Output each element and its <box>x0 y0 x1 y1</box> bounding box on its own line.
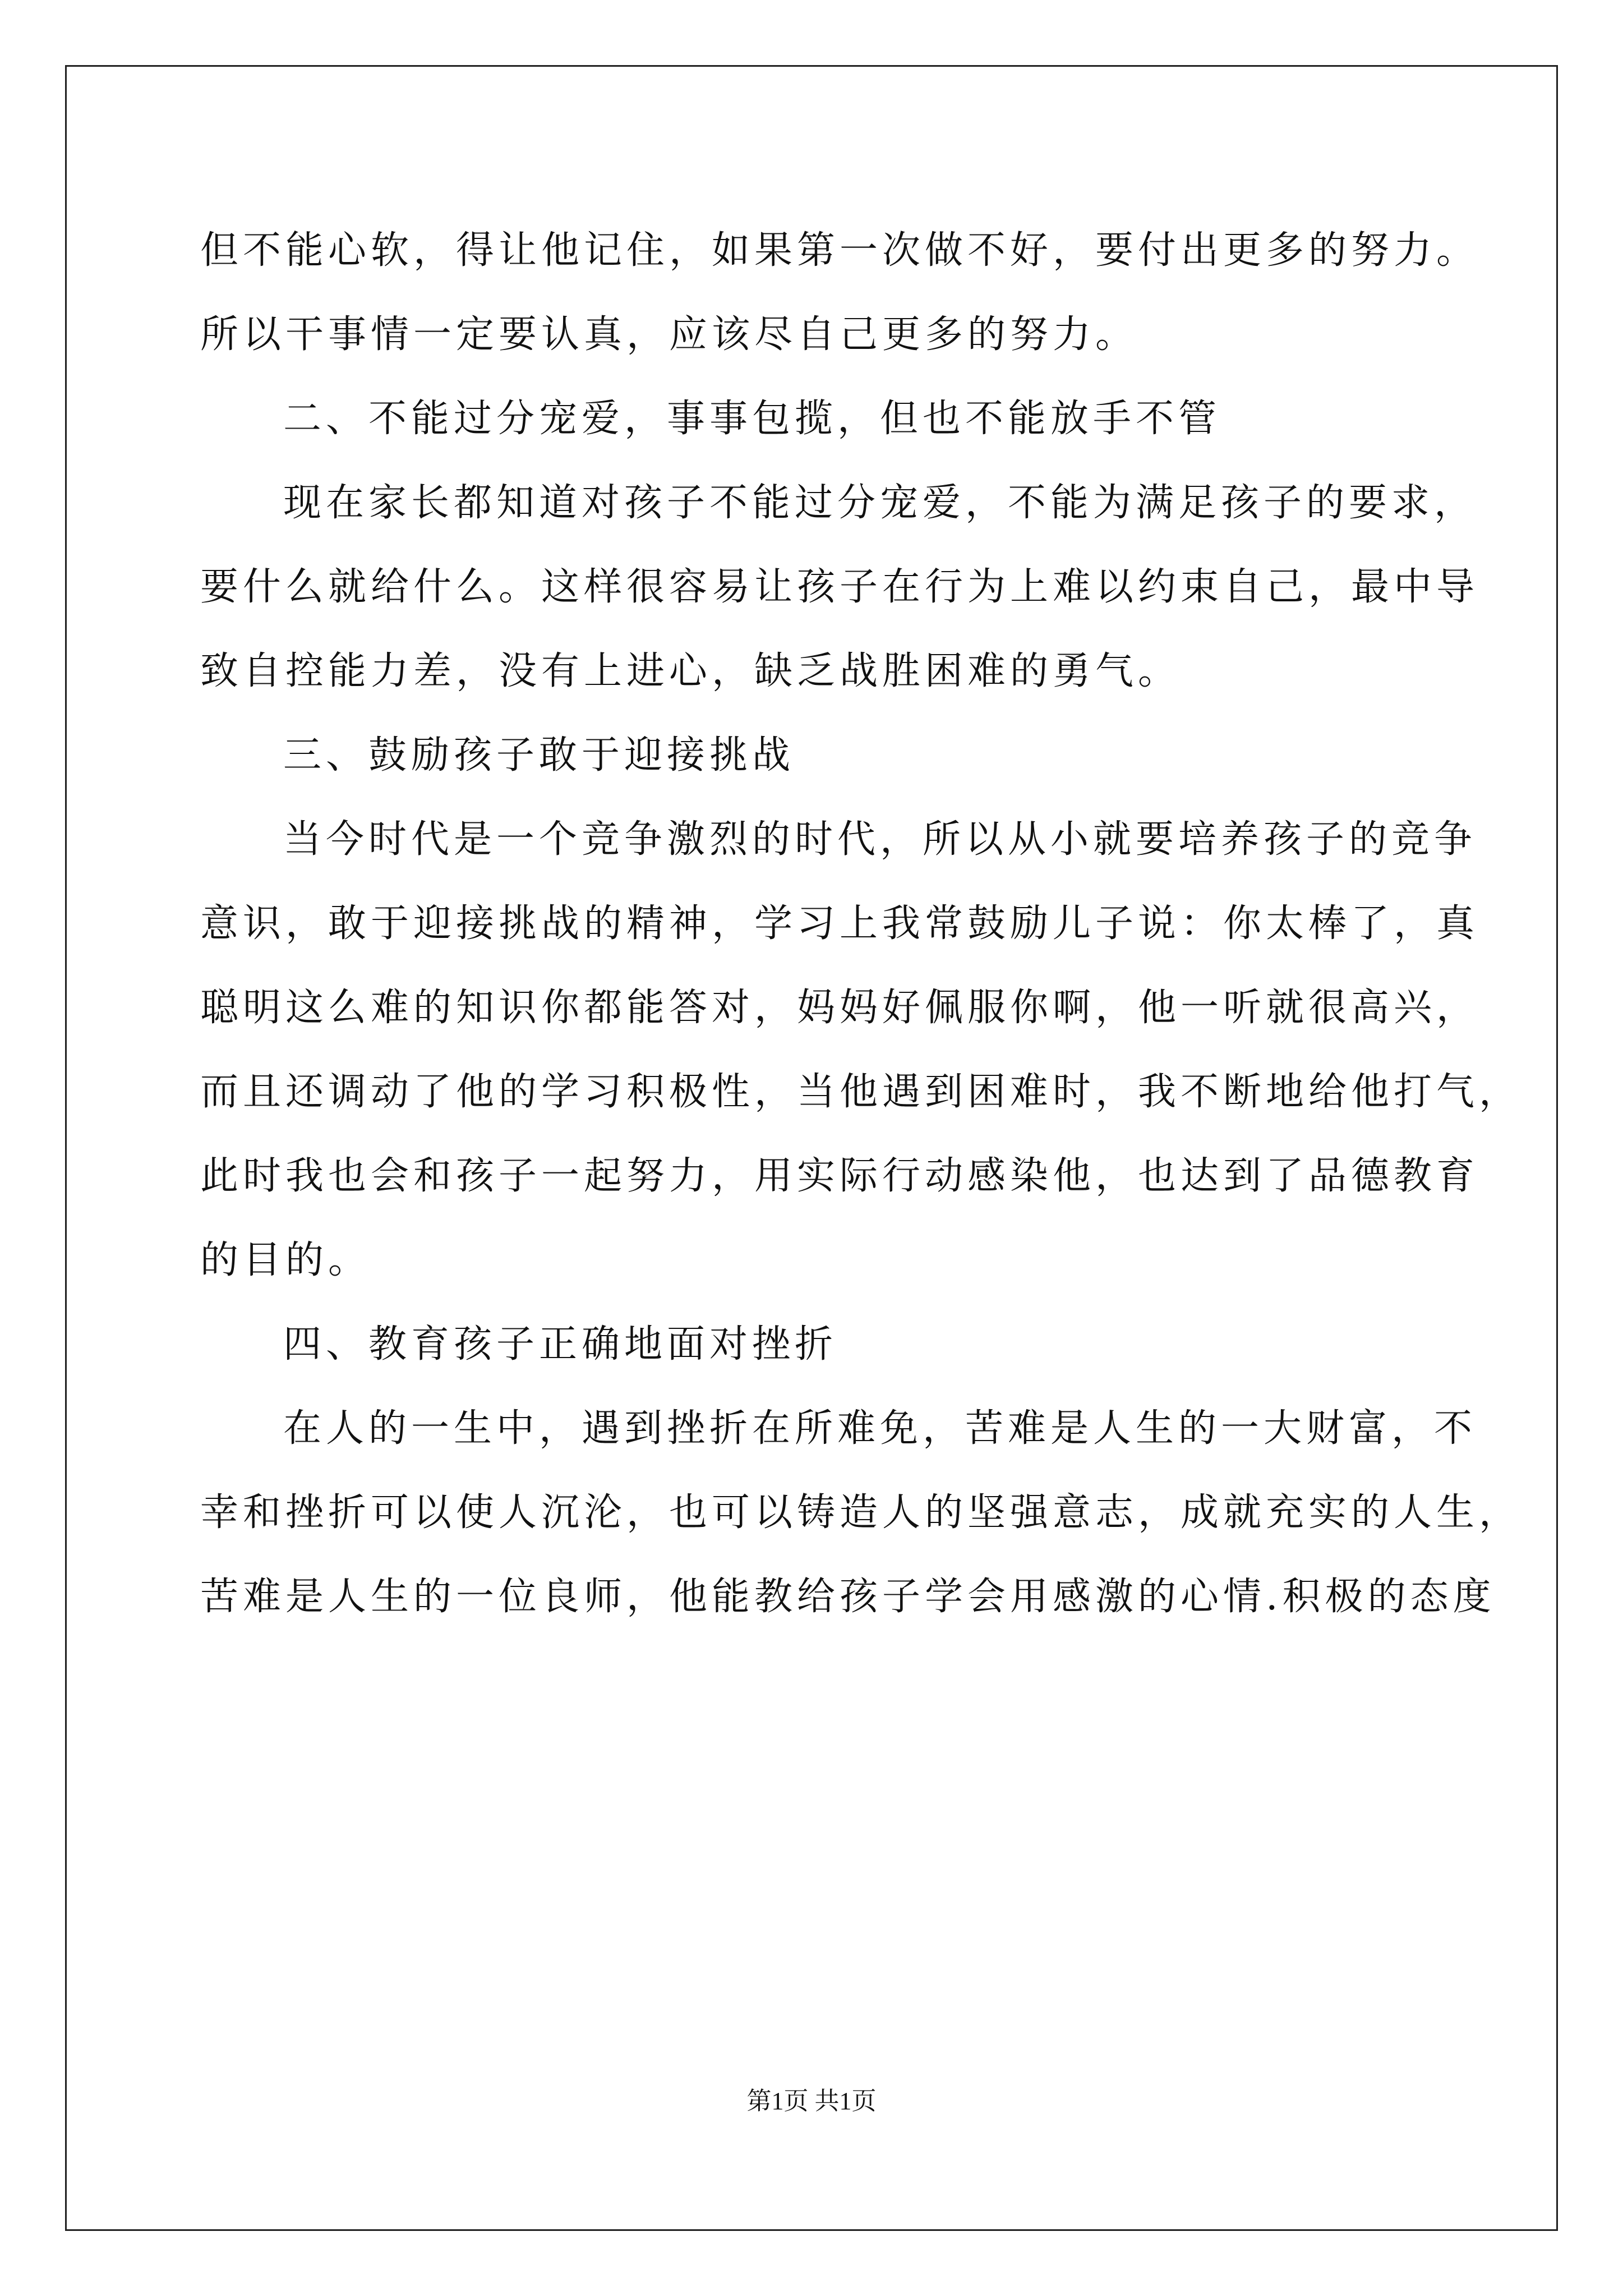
text-line: 苦难是人生的一位良师，他能教给孩子学会用感激的心情.积极的态度 <box>200 1575 1496 1619</box>
section-heading: 三、鼓励孩子敢于迎接挑战 <box>283 733 795 777</box>
section-heading: 二、不能过分宠爱，事事包揽，但也不能放手不管 <box>283 397 1221 441</box>
text-line: 此时我也会和孩子一起努力，用实际行动感染他，也达到了品德教育 <box>200 1154 1479 1198</box>
text-line: 意识，敢于迎接挑战的精神，学习上我常鼓励儿子说：你太棒了，真 <box>200 901 1479 946</box>
section-heading: 四、教育孩子正确地面对挫折 <box>283 1322 838 1366</box>
text-line: 当今时代是一个竞争激烈的时代，所以从小就要培养孩子的竞争 <box>283 817 1477 862</box>
document-body <box>200 209 1522 1639</box>
text-line: 现在家长都知道对孩子不能过分宠爱，不能为满足孩子的要求， <box>283 481 1477 525</box>
text-line: 幸和挫折可以使人沉沦，也可以铸造人的坚强意志，成就充实的人生， <box>200 1490 1522 1535</box>
text-line: 所以干事情一定要认真，应该尽自己更多的努力。 <box>200 312 1138 357</box>
page-number: 第1页 共1页 <box>746 2087 877 2115</box>
text-line: 但不能心软，得让他记住，如果第一次做不好，要付出更多的努力。 <box>200 228 1479 273</box>
text-line: 聪明这么难的知识你都能答对，妈妈好佩服你啊，他一听就很高兴， <box>200 986 1479 1030</box>
text-line: 的目的。 <box>200 1238 371 1282</box>
text-line: 而且还调动了他的学习积极性，当他遇到困难时，我不断地给他打气， <box>200 1070 1522 1114</box>
text-line: 要什么就给什么。这样很容易让孩子在行为上难以约束自己，最中导 <box>200 565 1479 609</box>
text-line: 致自控能力差，没有上进心，缺乏战胜困难的勇气。 <box>200 649 1181 693</box>
text-line: 在人的一生中，遇到挫折在所难免，苦难是人生的一大财富，不 <box>283 1406 1477 1451</box>
